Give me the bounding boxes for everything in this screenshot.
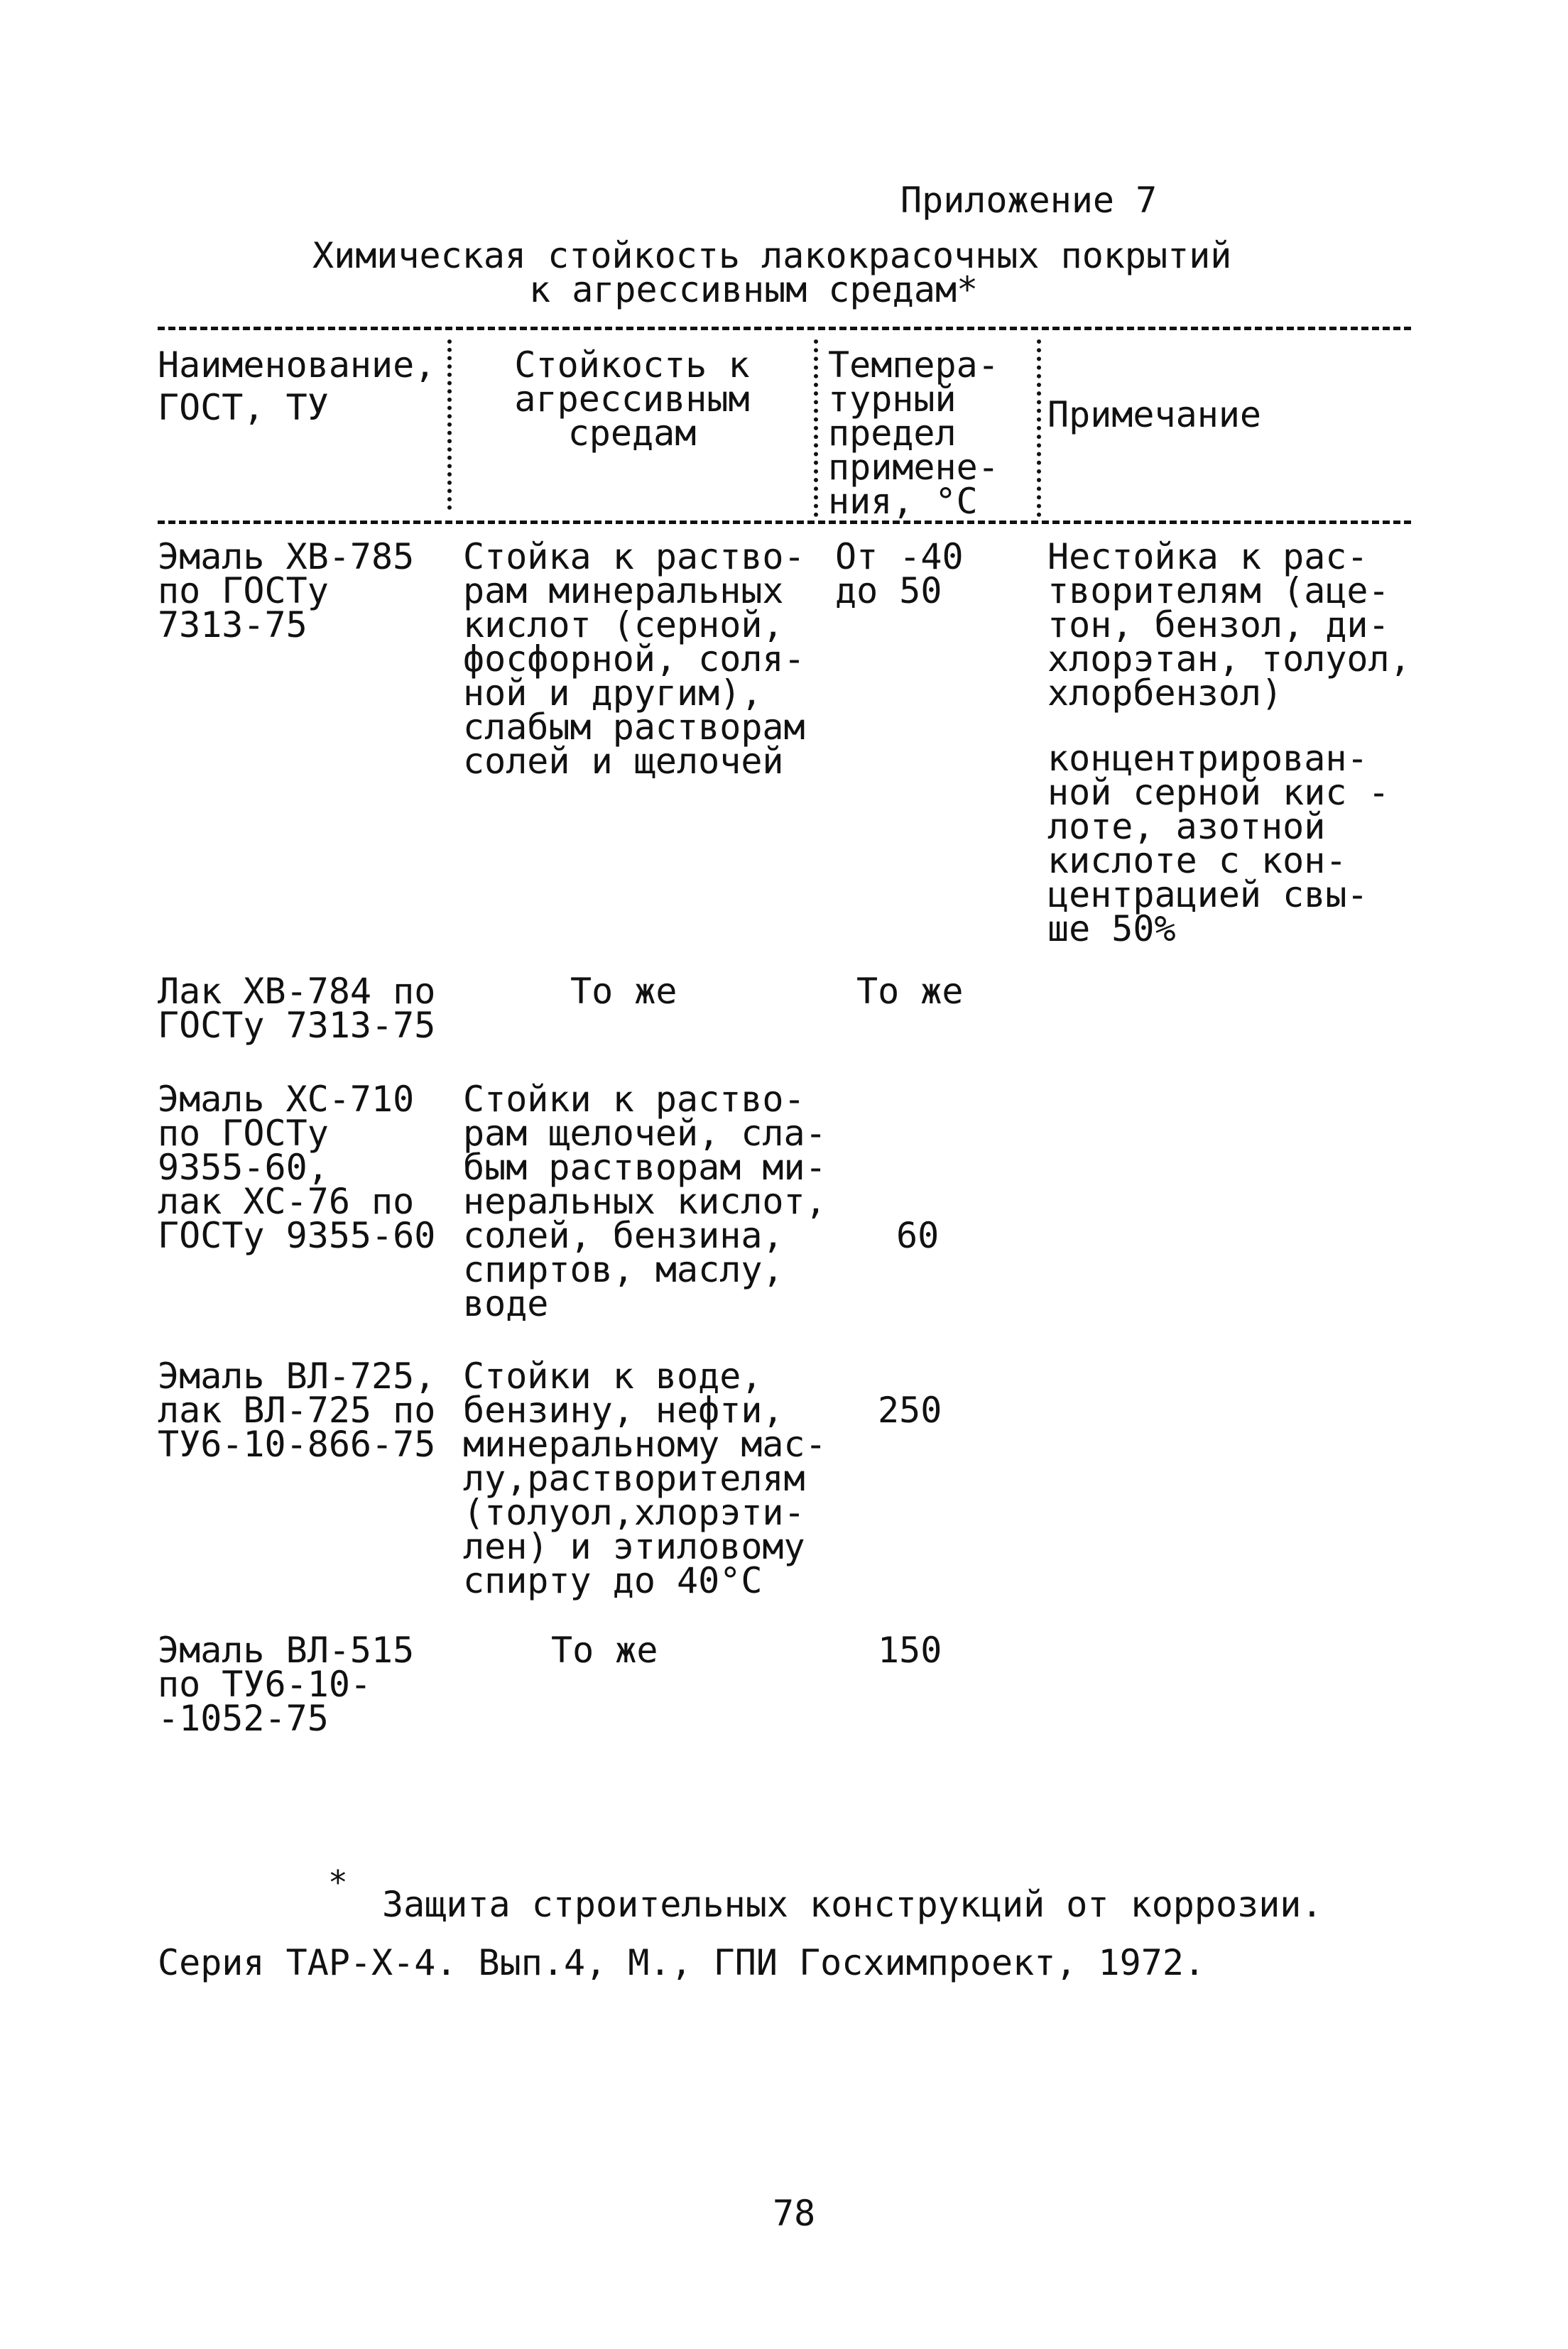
row-3-name-line: 9355-60, <box>158 1147 329 1188</box>
row-5-name-line: по ТУ6-10- <box>158 1664 372 1705</box>
header-resistance-line: средам <box>567 413 697 454</box>
row-4-resistance-line: лен) и этиловому <box>463 1526 805 1567</box>
header-note-line: Примечание <box>1047 394 1262 435</box>
row-5-temperature-line: 150 <box>878 1630 942 1671</box>
row-1-note-gap <box>1047 710 1445 741</box>
row-4-resistance-line: минеральному мас- <box>463 1424 827 1465</box>
row-3-resistance-line: рам щелочей, сла- <box>463 1113 827 1154</box>
row-3-resistance-line: бым растворам ми- <box>463 1147 827 1188</box>
row-5-name-line: -1052-75 <box>158 1698 329 1739</box>
row-1-note-line: концентрирован- <box>1047 738 1368 779</box>
row-3-resistance-line: воде <box>463 1283 549 1324</box>
header-resistance-line: агрессивным <box>514 378 750 420</box>
row-1-note-line: лоте, азотной <box>1047 806 1326 847</box>
row-4-resistance <box>463 1356 846 1601</box>
row-3-resistance <box>463 1079 846 1324</box>
row-3-temperature-line: 60 <box>896 1215 940 1256</box>
row-1-note-line: хлорбензол) <box>1047 672 1283 714</box>
row-1-resistance-line: фосфорной, соля- <box>463 638 805 680</box>
row-4-resistance-line: лу,растворителям <box>463 1458 805 1499</box>
row-1-note-line: кислоте с кон- <box>1047 840 1347 881</box>
header-temperature-line: турный <box>828 378 957 420</box>
row-3-name <box>158 1079 449 1256</box>
row-2-name-line: ГОСТу 7313-75 <box>158 1005 436 1046</box>
row-1-note-line: творителям (аце- <box>1047 570 1390 611</box>
row-4-resistance-line: (толуол,хлорэти- <box>463 1492 805 1533</box>
header-name <box>158 344 442 428</box>
row-4-name-line: ТУ6-10-866-75 <box>158 1424 436 1465</box>
row-2-name <box>158 971 449 1046</box>
row-4-temperature-line: 250 <box>878 1390 942 1431</box>
row-1-resistance-line: рам минеральных <box>463 570 784 611</box>
row-1-note <box>1047 536 1445 949</box>
table-top-rule <box>158 327 1411 330</box>
header-name-line: ГОСТ, ТУ <box>158 387 329 428</box>
document-title-line-1: Химическая стойкость лакокрасочных покрытий <box>312 235 1232 276</box>
header-resistance <box>458 344 806 454</box>
row-4-resistance-line: Стойки к воде, <box>463 1356 763 1397</box>
row-3-resistance-line: Стойки к раство- <box>463 1079 805 1120</box>
row-1-note-line: ше 50% <box>1047 908 1176 949</box>
row-2-resistance-line: То же <box>570 971 677 1012</box>
header-note <box>1047 394 1403 435</box>
column-separator-1 <box>447 339 452 510</box>
header-resistance-line: Стойкость к <box>514 344 750 386</box>
page-number: 78 <box>773 2193 816 2234</box>
row-1-resistance-line: ной и другим), <box>463 672 763 714</box>
row-1-resistance <box>463 536 832 782</box>
row-3-name-line: ГОСТу 9355-60 <box>158 1215 436 1256</box>
row-1-temperature <box>835 536 1027 611</box>
column-separator-3 <box>1037 339 1041 517</box>
row-1-resistance-line: солей и щелочей <box>463 741 784 782</box>
header-temperature-line: примене- <box>828 447 999 488</box>
row-3-temperature <box>896 1215 1003 1256</box>
row-5-name <box>158 1630 449 1739</box>
row-3-name-line: Эмаль ХС-710 <box>158 1079 415 1120</box>
row-5-name-line: Эмаль ВЛ-515 <box>158 1630 415 1671</box>
row-1-resistance-line: кислот (серной, <box>463 604 784 645</box>
row-1-note-line: Нестойка к рас- <box>1047 536 1368 577</box>
row-4-name-line: Эмаль ВЛ-725, <box>158 1356 436 1397</box>
row-3-name-line: лак ХС-76 по <box>158 1181 415 1222</box>
footnote-mark: * <box>328 1863 348 1902</box>
header-name-line: Наименование, <box>158 344 436 386</box>
row-3-resistance-line: спиртов, маслу, <box>463 1249 784 1290</box>
row-1-resistance-line: слабым растворам <box>463 707 805 748</box>
row-2-temperature <box>856 971 1041 1012</box>
row-1-temperature-line: до 50 <box>835 570 942 611</box>
appendix-label: Приложение 7 <box>900 180 1158 221</box>
row-1-note-line: тон, бензол, ди- <box>1047 604 1390 645</box>
footnote-line-2: Серия ТАР-Х-4. Вып.4, М., ГПИ Госхимпроект, 1972. <box>158 1942 1206 1983</box>
row-4-resistance-line: бензину, нефти, <box>463 1390 784 1431</box>
row-4-resistance-line: спирту до 40°С <box>463 1560 763 1601</box>
row-1-resistance-line: Стойка к раство- <box>463 536 805 577</box>
row-4-name-line: лак ВЛ-725 по <box>158 1390 436 1431</box>
header-temperature-line: ния, °С <box>828 481 978 522</box>
row-4-name <box>158 1356 449 1465</box>
row-1-name-line: Эмаль ХВ-785 <box>158 536 415 577</box>
row-1-note-line: ной серной кис - <box>1047 772 1390 813</box>
row-1-name-line: по ГОСТу <box>158 570 329 611</box>
row-1-name-line: 7313-75 <box>158 604 307 645</box>
row-1-note-line: центрацией свы- <box>1047 874 1368 915</box>
row-5-temperature <box>878 1630 1020 1671</box>
row-1-temperature-line: От -40 <box>835 536 964 577</box>
document-title-line-2: к агрессивным средам* <box>529 269 979 310</box>
row-5-resistance <box>551 1630 764 1671</box>
table-header-bottom-rule <box>158 521 1411 524</box>
row-5-resistance-line: То же <box>551 1630 658 1671</box>
row-1-name <box>158 536 449 645</box>
header-temperature <box>828 344 1034 522</box>
row-4-temperature <box>878 1390 1020 1431</box>
footnote-line-1: Защита строительных конструкций от коррозии. <box>382 1884 1323 1925</box>
row-2-resistance <box>570 971 783 1012</box>
row-1-note-line: хлорэтан, толуол, <box>1047 638 1411 680</box>
header-temperature-line: Темпера- <box>828 344 999 386</box>
row-2-temperature-line: То же <box>856 971 964 1012</box>
row-2-name-line: Лак ХВ-784 по <box>158 971 436 1012</box>
column-separator-2 <box>814 339 818 517</box>
row-3-name-line: по ГОСТу <box>158 1113 329 1154</box>
row-3-resistance-line: солей, бензина, <box>463 1215 784 1256</box>
header-temperature-line: предел <box>828 413 957 454</box>
row-3-resistance-line: неральных кислот, <box>463 1181 827 1222</box>
